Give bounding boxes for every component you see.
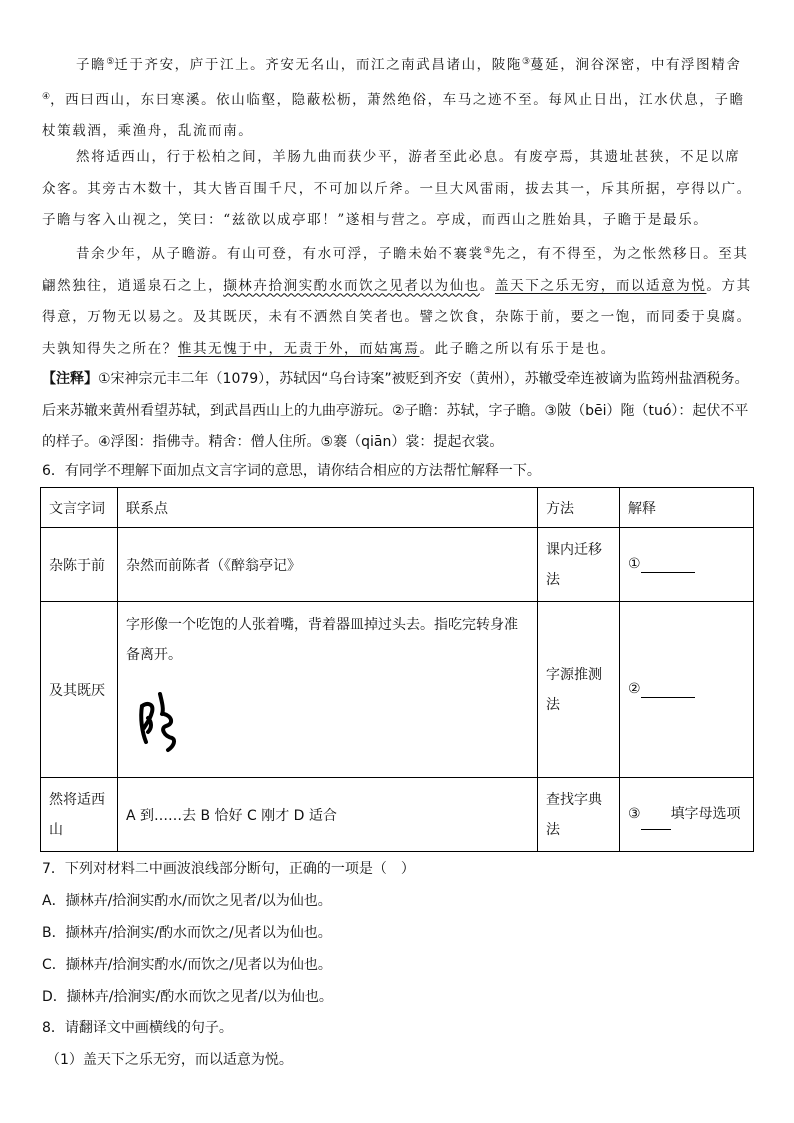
- answer-blank-1[interactable]: [641, 556, 695, 573]
- answer-cell: ①: [620, 528, 754, 602]
- wavy-underlined-sentence: 撷林卉拾涧实酌水而饮之见者以为仙也: [223, 277, 480, 294]
- link-cell: 杂然而前陈者（《醉翁亭记》: [118, 528, 538, 602]
- question-8-item-1: （1）盖天下之乐无穷，而以适意为悦。: [46, 1052, 293, 1068]
- question-7-stem: 7．下列对材料二中画波浪线部分断句，正确的一项是（ ）: [42, 861, 415, 877]
- passage-paragraph-3: 昔余少年，从子瞻游。有山可登，有水可浮，子瞻未始不褰裳⑤先之，有不得至，为之怅然移日。至其翩然独往，逍遥泉石之上，撷林卉拾涧实酌水而饮之见者以为仙也。盖天下之乐无穷，而以适意为悦。方其得意，万物无以易之。及其既厌，未有不洒然自笑者也。譬之饮食，杂陈于前，要之一饱，而同委于臭腐。夫孰知得失之所在？惟其无愧于中，无责于外，而姑寓焉。此子瞻之所以有乐于是也。: [42, 246, 752, 357]
- underlined-sentence-2: 惟其无愧于中，无责于外，而姑寓焉: [177, 340, 420, 357]
- link-cell: A 到……去 B 恰好 C 刚才 D 适合: [118, 778, 538, 852]
- table-row: [41, 778, 754, 852]
- method-cell: 课内迁移法: [538, 528, 620, 602]
- link-text: 字形像一个吃饱的人张着嘴，背着器皿掉过头去。指吃完转身准备离开。: [126, 617, 518, 663]
- header-link: 联系点: [118, 488, 538, 528]
- question-8-stem: 8．请翻译文中画横线的句子。: [42, 1020, 233, 1036]
- header-method: 方法: [538, 488, 620, 528]
- header-answer: 解释: [620, 488, 754, 528]
- answer-cell: ②: [620, 602, 754, 778]
- word-cell: 及其既厌: [41, 602, 118, 778]
- option-b[interactable]: B．撷林卉/拾涧实/酌水而饮之/见者以为仙也。: [42, 925, 332, 941]
- word-cell: 杂陈于前: [41, 528, 118, 602]
- option-c[interactable]: C．撷林卉/拾涧实酌水/而饮之/见者以为仙也。: [42, 957, 332, 973]
- answer-blank-3[interactable]: [641, 799, 671, 830]
- annotation-notes: 【注释】①宋神宗元丰二年（1079），苏轼因“乌台诗案”被贬到齐安（黄州），苏辙受牵连被谪为监筠州盐酒税务。后来苏辙来黄州看望苏轼，到武昌西山上的九曲亭游玩。②子瞻：苏轼，字子瞻。③陂（bēi）陁（tuó）：起伏不平的样子。④浮图：指佛寺。精舍：僧人住所。⑤褰（qiān）裳：提起衣裳。: [42, 371, 749, 450]
- word-cell: 然将适西山: [41, 778, 118, 852]
- table-row: [41, 602, 754, 778]
- header-word: 文言字词: [41, 488, 118, 528]
- question-6-stem: 6．有同学不理解下面加点文言字词的意思，请你结合相应的方法帮忙解释一下。: [42, 463, 541, 479]
- answer-cell: ③ 填字母选项: [620, 778, 754, 852]
- notes-label: 【注释】: [42, 371, 98, 387]
- passage-paragraph-2: 然将适西山，行于松柏之间，羊肠九曲而获少平，游者至此必息。有废亭焉，其遗址甚狭，不足以席众客。其旁古木数十，其大皆百围千尺，不可加以斤斧。一旦大风雷雨，拔去其一，斥其所据，亭得以广。子瞻与客入山视之，笑曰：“兹欲以成亭耶！”遂相与营之。亭成，而西山之胜始具，子瞻于是最乐。: [42, 149, 752, 228]
- table-row: [41, 528, 754, 602]
- link-cell: [118, 602, 538, 778]
- vocabulary-table: [40, 487, 754, 852]
- answer-blank-2[interactable]: [641, 681, 695, 698]
- option-a[interactable]: A．撷林卉/拾涧实酌水/而饮之见者/以为仙也。: [42, 893, 332, 909]
- option-d[interactable]: D．撷林卉/拾涧实/酌水而饮之见者/以为仙也。: [42, 989, 333, 1005]
- passage-paragraph-1: 子瞻⑤迁于齐安，庐于江上。齐安无名山，而江之南武昌诸山，陂陁③蔓延，涧谷深密，中有浮图精舍④，西曰西山，东曰寒溪。依山临壑，隐蔽松枥，萧然绝俗，车马之迹不至。每风止日出，江水伏息，子瞻杖策载酒，乘渔舟，乱流而南。: [42, 57, 745, 139]
- table-header-row: [41, 488, 754, 528]
- method-cell: 字源推测法: [538, 602, 620, 778]
- method-cell: 查找字典法: [538, 778, 620, 852]
- ancient-character-image: [134, 684, 184, 754]
- underlined-sentence-1: 盖天下之乐无穷，而以适意为悦: [495, 277, 707, 294]
